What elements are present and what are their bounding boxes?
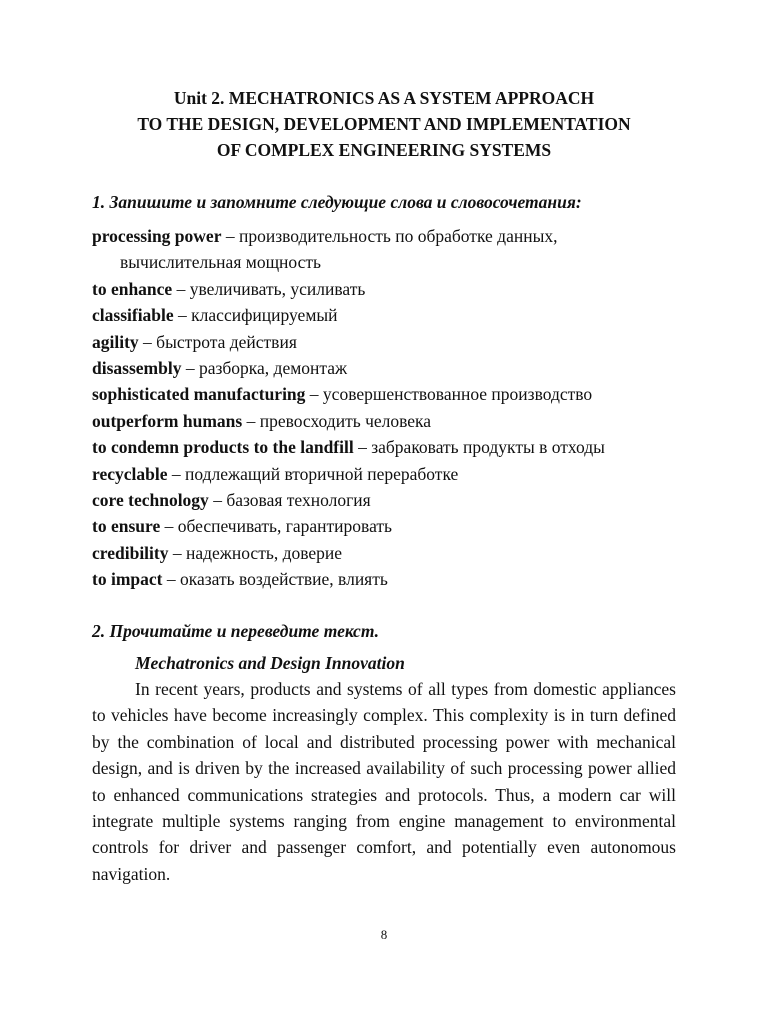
vocabulary-definition: – усовершенствованное производство [305, 384, 593, 405]
task-2-heading: 2. Прочитайте и переведите текст. [92, 621, 380, 641]
vocabulary-item [92, 302, 692, 328]
vocabulary-term: to condemn products to the landfill [92, 437, 354, 458]
vocabulary-term: to ensure [92, 516, 161, 537]
vocabulary-definition: – быстрота действия [138, 331, 297, 352]
unit-title-line-1: Unit 2. MECHATRONICS AS A SYSTEM APPROACH [173, 88, 595, 108]
vocabulary-definition: – производительность по обработке данных, [221, 226, 558, 246]
text-title: Mechatronics and Design Innovation [135, 653, 405, 673]
vocabulary-term: recyclable [92, 463, 168, 484]
vocabulary-item [92, 461, 692, 487]
vocabulary-item [92, 434, 692, 460]
vocabulary-definition: – классифицируемый [173, 305, 338, 326]
vocabulary-item [92, 223, 692, 276]
vocabulary-item [92, 329, 692, 355]
vocabulary-definition: – подлежащий вторичной переработке [167, 463, 459, 484]
vocabulary-term: outperform humans [92, 410, 243, 431]
unit-title-line-3: OF COMPLEX ENGINEERING SYSTEMS [216, 140, 552, 160]
vocabulary-term: to impact [92, 569, 163, 590]
vocabulary-definition: – разборка, демонтаж [181, 358, 348, 379]
vocabulary-item [92, 487, 692, 513]
vocabulary-term: agility [92, 331, 139, 352]
vocabulary-term: core technology [92, 490, 209, 511]
vocabulary-item [92, 381, 692, 407]
vocabulary-definition: – превосходить человека [242, 410, 432, 431]
vocabulary-definition-continuation: вычислительная мощность [120, 252, 321, 273]
vocabulary-definition: – оказать воздействие, влиять [162, 569, 388, 590]
vocabulary-item [92, 276, 692, 302]
vocabulary-term: sophisticated manufacturing [92, 384, 306, 405]
vocabulary-item [92, 355, 692, 381]
vocabulary-item [92, 540, 692, 566]
unit-title-line-2: TO THE DESIGN, DEVELOPMENT AND IMPLEMENTATION [137, 114, 631, 134]
vocabulary-item [92, 566, 692, 592]
vocabulary-item [92, 408, 692, 434]
vocabulary-term: disassembly [92, 358, 182, 379]
vocabulary-term: processing power [92, 226, 222, 246]
vocabulary-item [92, 513, 692, 539]
vocabulary-definition: – базовая технология [208, 490, 371, 511]
vocabulary-term: to enhance [92, 278, 173, 299]
vocabulary-term: classifiable [92, 305, 174, 326]
vocabulary-definition: – надежность, доверие [168, 542, 343, 563]
unit-title [92, 85, 676, 163]
vocabulary-definition: – обеспечивать, гарантировать [160, 516, 393, 537]
page-number: 8 [380, 927, 388, 942]
vocabulary-definition: – забраковать продукты в отходы [353, 437, 605, 458]
vocabulary-term: credibility [92, 542, 169, 563]
body-paragraph: In recent years, products and systems of all types from domestic appliances to vehicles have become increasingly complex. This complexity is in turn defined by the combination of local and distributed processing power with mechanical design, and is driven by the increased availability of such processing power allied to enhanced communications strategies and protocols. Thus, a modern car will integrate multiple systems ranging from engine management to environmental controls for driver and passenger comfort, and potentially even autonomous navigation. [92, 679, 676, 884]
task-1-heading: 1. Запишите и запомните следующие слова и словосочетания: [92, 192, 582, 212]
vocabulary-definition: – увеличивать, усиливать [172, 278, 366, 299]
vocabulary-list [92, 223, 692, 593]
